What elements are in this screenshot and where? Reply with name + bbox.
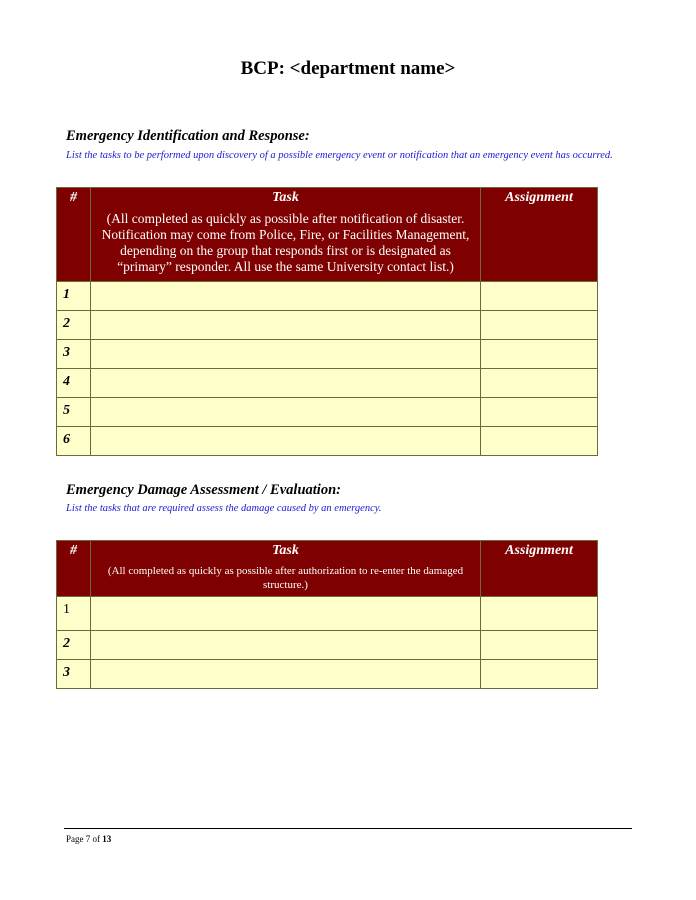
task-cell[interactable] xyxy=(91,597,481,631)
task-cell[interactable] xyxy=(91,427,481,456)
total-pages: 13 xyxy=(102,834,112,844)
assignment-cell[interactable] xyxy=(481,398,598,427)
page-title: BCP: <department name> xyxy=(240,58,456,79)
identification-task-table xyxy=(56,187,598,456)
table-row xyxy=(57,340,598,369)
task-cell[interactable] xyxy=(91,340,481,369)
task-cell[interactable] xyxy=(91,369,481,398)
assignment-cell[interactable] xyxy=(481,369,598,398)
header-task: Task (All completed as quickly as possible after authorization to re-enter the damaged structure.) xyxy=(91,541,481,597)
footer-divider xyxy=(64,828,632,829)
task-cell[interactable] xyxy=(91,311,481,340)
table-row xyxy=(57,311,598,340)
assignment-cell[interactable] xyxy=(481,660,598,689)
section-instructions-damage-assessment: List the tasks that are required assess the damage caused by an emergency. xyxy=(66,503,382,514)
page-number-prefix: Page 7 of xyxy=(66,834,100,844)
assignment-cell[interactable] xyxy=(481,597,598,631)
table-row xyxy=(57,282,598,311)
task-cell[interactable] xyxy=(91,398,481,427)
row-number: 1 xyxy=(57,597,91,631)
task-note: (All completed as quickly as possible after notification of disaster. Notification may come from Police, Fire, or Facilities Management, depending on the group that responds first or is designated as “primary” responder. All use the same University contact list.) xyxy=(101,211,470,274)
header-assignment: Assignment xyxy=(481,541,598,597)
table-row xyxy=(57,597,598,631)
table-row xyxy=(57,398,598,427)
row-number: 4 xyxy=(57,369,91,398)
header-number: # xyxy=(57,541,91,597)
row-number: 3 xyxy=(57,660,91,689)
task-cell[interactable] xyxy=(91,631,481,660)
section-heading-identification: Emergency Identification and Response: xyxy=(66,128,310,144)
table-row xyxy=(57,369,598,398)
section-instructions-identification: List the tasks to be performed upon discovery of a possible emergency event or notification that an emergency event has occurred. xyxy=(66,150,613,161)
page-footer xyxy=(66,834,111,844)
task-note: (All completed as quickly as possible after authorization to re-enter the damaged structure.) xyxy=(107,565,464,591)
row-number: 2 xyxy=(57,631,91,660)
task-cell[interactable] xyxy=(91,282,481,311)
table-row xyxy=(57,427,598,456)
row-number: 5 xyxy=(57,398,91,427)
row-number: 6 xyxy=(57,427,91,456)
header-task: Task (All completed as quickly as possible after notification of disaster. Notification may come from Police, Fire, or Facilities Management, depending on the group that responds first or is designated as “primary” responder. All use the same University contact list.) xyxy=(91,188,481,282)
row-number: 3 xyxy=(57,340,91,369)
header-number: # xyxy=(57,188,91,282)
assignment-cell[interactable] xyxy=(481,282,598,311)
assignment-cell[interactable] xyxy=(481,311,598,340)
assignment-cell[interactable] xyxy=(481,427,598,456)
table-row xyxy=(57,631,598,660)
task-cell[interactable] xyxy=(91,660,481,689)
assignment-cell[interactable] xyxy=(481,340,598,369)
header-assignment: Assignment xyxy=(481,188,598,282)
table-row xyxy=(57,660,598,689)
section-heading-damage-assessment: Emergency Damage Assessment / Evaluation: xyxy=(66,482,341,498)
damage-assessment-task-table xyxy=(56,540,598,689)
assignment-cell[interactable] xyxy=(481,631,598,660)
row-number: 1 xyxy=(57,282,91,311)
row-number: 2 xyxy=(57,311,91,340)
